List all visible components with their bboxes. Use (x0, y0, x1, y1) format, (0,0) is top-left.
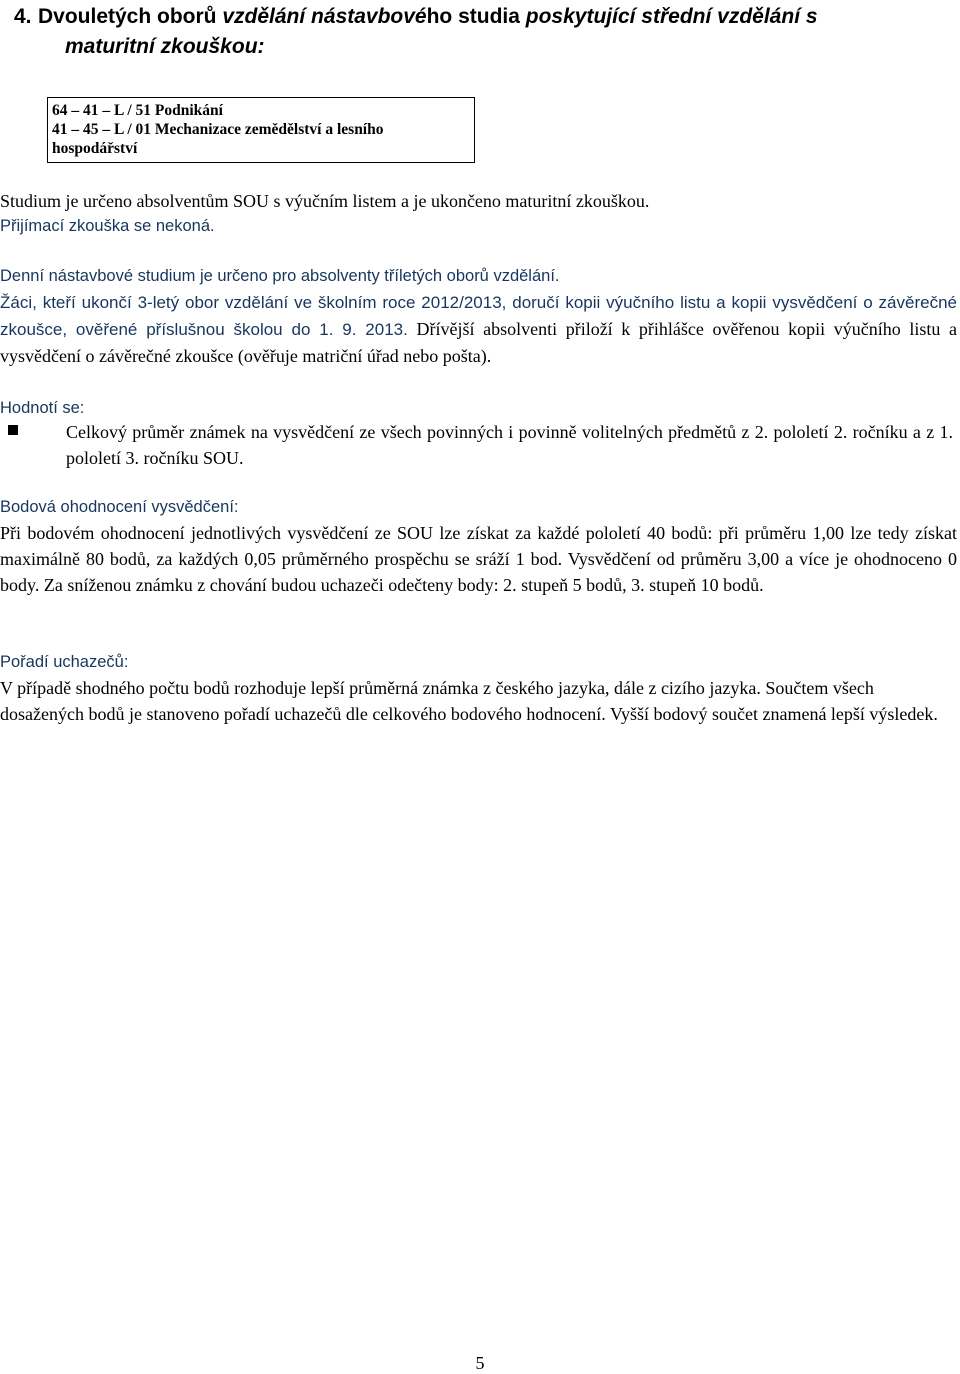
denni-paragraph-a: Žáci, kteří ukončí 3-letý obor vzdělání ve školním roce 2012/2013, doručí kopii výučního listu a kopii vysvědčení o závěrečné zkoušce, ověřené příslušnou školou do 1. 9. 2013. (0, 293, 957, 339)
entrance-exam-note: Přijímací zkouška se nekoná. (0, 217, 215, 235)
program-item-continued: hospodářství (52, 140, 138, 157)
section-heading (14, 2, 934, 62)
bodova-heading: Bodová ohodnocení vysvědčení: (0, 498, 239, 516)
heading-line2: maturitní zkouškou: (65, 35, 265, 58)
heading-part2: vzdělání nástavbové (222, 5, 427, 28)
heading-part1: Dvouletých oborů (38, 5, 223, 28)
program-item: 41 – 45 – L / 01 Mechanizace zemědělství a lesního (52, 121, 384, 138)
page-number: 5 (475, 1353, 485, 1373)
denni-paragraph-b: Dřívější absolventi přiloží k přihlášce ověřenou kopii výučního listu a vysvědčení o závěrečné zkoušce (ověřuje matriční úřad nebo pošta). (0, 319, 957, 366)
denni-paragraph (0, 289, 957, 369)
heading-part3: ho studia (426, 5, 526, 28)
poradi-paragraph: V případě shodného počtu bodů rozhoduje lepší průměrná známka z českého jazyka, dále z cizího jazyka. Součtem všech dosažených bodů je stanoveno pořadí uchazečů dle celkového bodového hodnocení. Vyšší bodový součet znamená lepší výsledek. (0, 678, 938, 724)
heading-part4: poskytující střední vzdělání s (525, 5, 818, 28)
denni-studium-line: Denní nástavbové studium je určeno pro absolventy tříletých oborů vzdělání. (0, 267, 560, 285)
section-number: 4. (14, 5, 32, 28)
programs-box (47, 97, 475, 163)
poradi-heading: Pořadí uchazečů: (0, 653, 129, 671)
bodova-paragraph: Při bodovém ohodnocení jednotlivých vysvědčení ze SOU lze získat za každé pololetí 40 bodů: při průměru 1,00 lze tedy získat maximálně 80 bodů, za každých 0,05 průměrného prospěchu se sráží 1 bod. Vysvědčení od průměru 3,00 a více je ohodnoceno 0 body. Za sníženou známku z chování budou uchazeči odečteny body: 2. stupeň 5 bodů, 3. stupeň 10 bodů. (0, 523, 957, 595)
intro-sentence: Studium je určeno absolventům SOU s výučním listem a je ukončeno maturitní zkouškou. (0, 191, 650, 211)
list-item-text: Celkový průměr známek na vysvědčení ze všech povinných i povinně volitelných předmětů z 2. pololetí 2. ročníku a z 1. pololetí 3. ročníku SOU. (66, 422, 953, 468)
square-bullet-icon (8, 425, 18, 435)
program-item: 64 – 41 – L / 51 Podnikání (52, 102, 223, 119)
hodnoti-label: Hodnotí se: (0, 399, 85, 417)
